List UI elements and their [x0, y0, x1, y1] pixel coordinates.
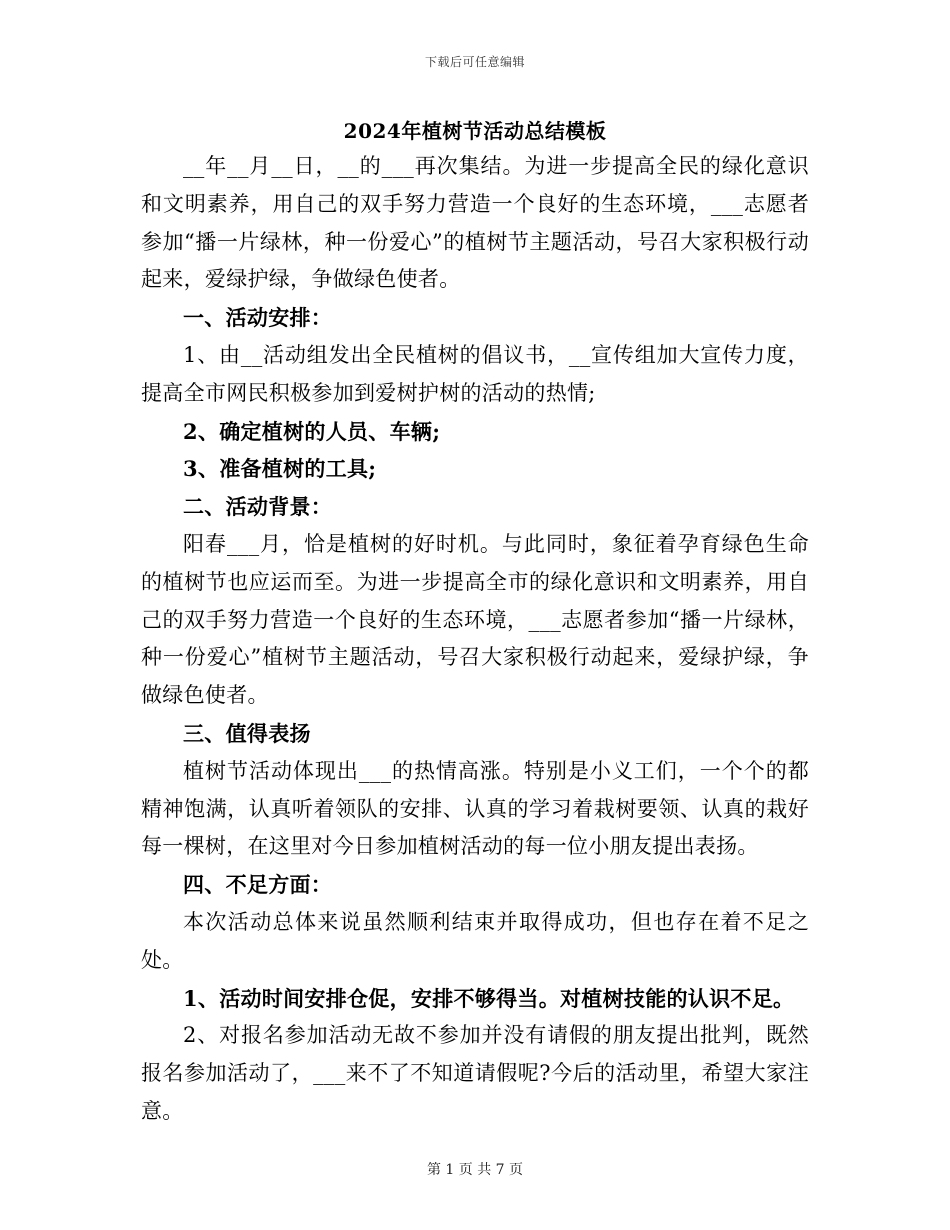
document-body	[141, 148, 809, 1131]
paragraph-arrangement-3: 3、准备植树的工具;	[183, 456, 377, 482]
paragraph-shortcomings: 本次活动总体来说虽然顺利结束并取得成功，但也存在着不足之处。	[141, 909, 809, 972]
paragraph-arrangement-1: 1、由__活动组发出全民植树的倡议书，__宣传组加大宣传力度，提高全市网民积极参加到爱树护树的活动的热情;	[141, 342, 809, 405]
paragraph-arrangement-2: 2、确定植树的人员、车辆;	[183, 418, 441, 444]
page-footer: 第 1 页 共 7 页	[426, 1162, 524, 1178]
section-heading-shortcomings: 四、不足方面：	[183, 872, 333, 898]
section-heading-praise: 三、值得表扬	[183, 720, 311, 746]
document-title: 2024年植树节活动总结模板	[343, 119, 607, 143]
paragraph-praise: 植树节活动体现出___的热情高涨。特别是小义工们，一个个的都精神饱满，认真听着领队的安排、认真的学习着栽树要领、认真的栽好每一棵树，在这里对今日参加植树活动的每一位小朋友提出表扬。	[141, 758, 809, 859]
paragraph-intro: __年__月__日，__的___再次集结。为进一步提高全民的绿化意识和文明素养，用自己的双手努力营造一个良好的生态环境，___志愿者参加“播一片绿林，种一份爱心”的植树节主题活动，号召大家积极行动起来，爱绿护绿，争做绿色使者。	[141, 154, 809, 292]
paragraph-background: 阳春___月，恰是植树的好时机。与此同时，象征着孕育绿色生命的植树节也应运而至。为进一步提高全市的绿化意识和文明素养，用自己的双手努力营造一个良好的生态环境，___志愿者参加“播一片绿林，种一份爱心”植树节主题活动，号召大家积极行动起来，爱绿护绿，争做绿色使者。	[141, 531, 809, 708]
section-heading-arrangement: 一、活动安排：	[183, 305, 333, 331]
paragraph-shortcoming-1: 1、活动时间安排仓促，安排不够得当。对植树技能的认识不足。	[183, 985, 795, 1011]
paragraph-shortcoming-2: 2、对报名参加活动无故不参加并没有请假的朋友提出批判，既然报名参加活动了，___来不了不知道请假呢?今后的活动里，希望大家注意。	[141, 1023, 809, 1123]
section-heading-background: 二、活动背景：	[183, 494, 333, 520]
header-note: 下载后可任意编辑	[424, 55, 525, 69]
